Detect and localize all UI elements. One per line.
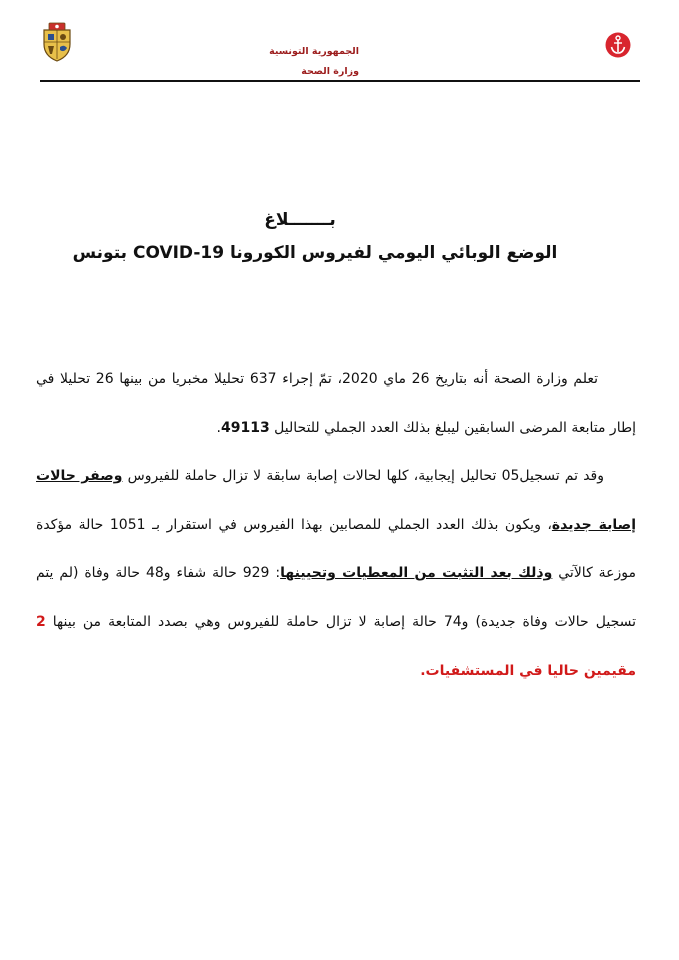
total-tests-value: 49113 <box>221 419 270 436</box>
ministry-of-health-anchor-icon <box>605 32 631 58</box>
statement-body <box>36 355 636 695</box>
verification-emphasis: وذلك بعد التثبت من المعطيات وتحيينها <box>280 565 553 582</box>
cases-text-start: وقد تم تسجيل05 تحاليل إيجابية، كلها لحالات إصابة سابقة لا تزال حاملة للفيروس <box>122 468 604 485</box>
no-new-cases-emphasis: وصفر حالات إصابة جديدة <box>36 468 637 533</box>
tests-text-end: . <box>216 419 221 436</box>
document-subtitle: الوضع الوبائي اليومي لفيروس الكورونا COVID-19 بتونس <box>72 243 558 263</box>
cases-text-breakdown: : 929 حالة شفاء و48 حالة وفاة (لم يتم تسجيل حالات وفاة جديدة) و74 حالة إصابة لا تزال حاملة للفيروس وهي بصدد المتابعة من بينها <box>36 565 636 630</box>
header-divider <box>40 80 640 82</box>
ministry-name: وزارة الصحة <box>301 66 359 77</box>
republic-name: الجمهورية التونسية <box>269 46 359 57</box>
paragraph-tests <box>36 355 636 452</box>
tests-text: تعلم وزارة الصحة أنه بتاريخ 26 ماي 2020، تمّ إجراء 637 تحليلا مخبريا من بينها 26 تحليلا في إطار متابعة المرضى السابقين ليبلغ بذلك العدد الجملي للتحاليل <box>36 371 636 436</box>
ministry-header <box>269 42 359 82</box>
letterhead <box>0 0 679 86</box>
hospitalized-highlight: 2 مقيمين حاليا في المستشفيات. <box>36 613 636 679</box>
tunisia-coat-of-arms-icon <box>40 22 74 62</box>
communique-title: بـــــــلاغ <box>264 210 336 230</box>
paragraph-cases <box>36 452 636 695</box>
cases-text-mid: ، ويكون بذلك العدد الجملي للمصابين بهذا الفيروس في استقرار بـ 1051 حالة مؤكدة موزعة كالآتي <box>36 516 637 582</box>
